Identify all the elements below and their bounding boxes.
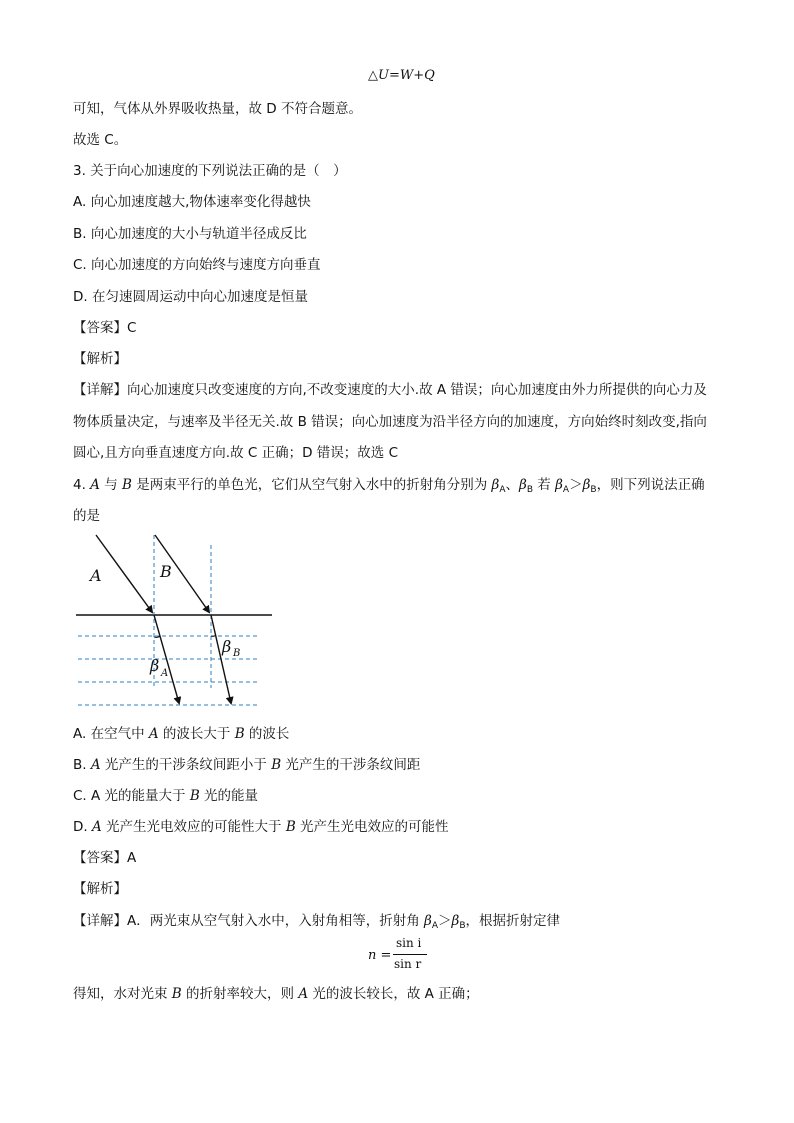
question-4-stem: 4. A 与 B 是两束平行的单色光，它们从空气射入水中的折射角分别为 $\beta_A$、$\beta_B$ 若 $\beta_A>\beta_B$，则下列说法正确	[73, 477, 705, 495]
label-beta-b-sub: B	[233, 648, 241, 659]
question-3-option-d: D. 在匀速圆周运动中向心加速度是恒量	[73, 289, 308, 305]
fraction-bar	[393, 954, 427, 955]
question-4-detail: 得知，水对光束 B 的折射率较大，则 A 光的波长较长，故 A 正确；	[73, 986, 479, 1002]
question-3-analysis-heading: 【解析】	[73, 351, 127, 367]
question-4-option-c: C. A 光的能量大于 B 光的能量	[73, 788, 259, 804]
question-3-detail: 物体质量决定，与速率及半径无关.故 B 错误；向心加速度为沿半径方向的加速度，方向始终时刻改变,指向	[73, 414, 707, 430]
question-4-stem: 的是	[73, 508, 100, 524]
refraction-diagram	[72, 533, 282, 713]
question-3-detail: 圆心,且方向垂直速度方向.故 C 正确；D 错误；故选 C	[73, 445, 398, 461]
label-beta-a-sub: A	[161, 668, 169, 679]
question-3-option-a: A. 向心加速度越大,物体速率变化得越快	[73, 194, 311, 210]
incident-ray-a	[96, 535, 152, 612]
question-4-option-b: B. A 光产生的干涉条纹间距小于 B 光产生的干涉条纹间距	[73, 757, 421, 773]
question-4-option-d: D. A 光产生光电效应的可能性大于 B 光产生光电效应的可能性	[73, 819, 449, 835]
text-line: 可知，气体从外界吸收热量，故 D 不符合题意。	[73, 101, 362, 117]
label-beta-a: β	[150, 656, 160, 675]
question-4-detail: 【详解】A．两光束从空气射入水中，入射角相等，折射角 $\beta_A>\beta_B$，根据折射定律	[73, 913, 561, 931]
formula-energy: △U=W+Q	[368, 68, 435, 83]
question-3-detail: 【详解】向心加速度只改变速度的方向,不改变速度的大小.故 A 错误；向心加速度由外力所提供的向心力及	[73, 382, 707, 398]
formula-denominator: sin r	[394, 957, 422, 971]
label-ray-a: A	[90, 566, 102, 585]
label-ray-b: B	[160, 562, 172, 581]
text-line: 故选 C。	[73, 132, 128, 148]
question-3-answer: 【答案】C	[73, 320, 137, 336]
question-3-option-c: C. 向心加速度的方向始终与速度方向垂直	[73, 257, 321, 273]
question-3-option-b: B. 向心加速度的大小与轨道半径成反比	[73, 226, 307, 242]
question-4-option-a: A. 在空气中 A 的波长大于 B 的波长	[73, 726, 290, 742]
question-4-answer: 【答案】A	[73, 850, 137, 866]
question-3-stem: 3. 关于向心加速度的下列说法正确的是（ ）	[73, 163, 347, 179]
formula-lhs: n =	[368, 948, 392, 963]
question-4-analysis-heading: 【解析】	[73, 881, 127, 897]
label-beta-b: β	[222, 637, 232, 656]
formula-snell-law	[368, 936, 438, 976]
formula-numerator: sin i	[396, 936, 422, 950]
